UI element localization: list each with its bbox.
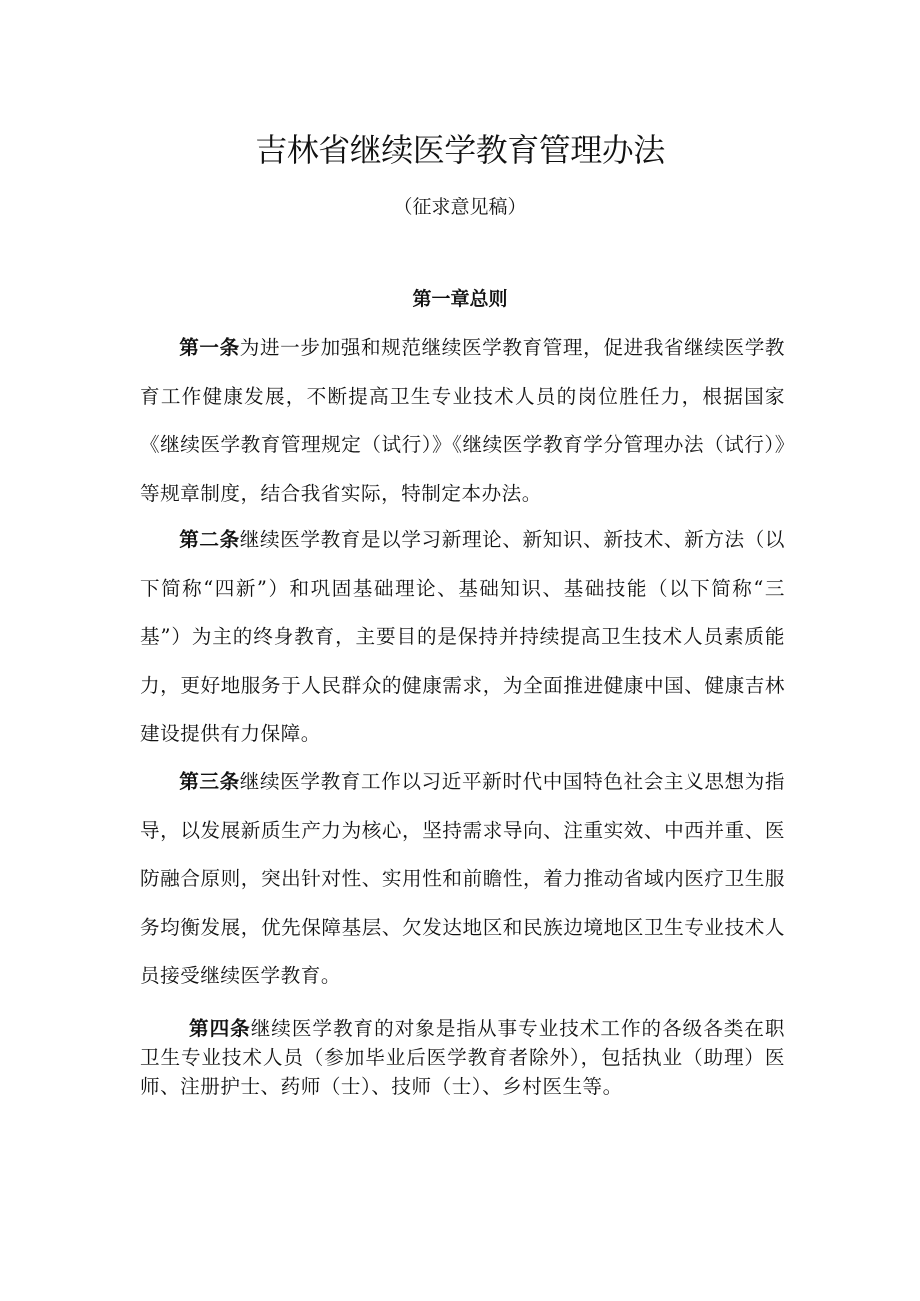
article-text: 为进一步加强和规范继续医学教育管理，促进我省继续医学教育工作健康发展，不断提高卫生专业技术人员的岗位胜任力，根据国家《继续医学教育管理规定（试行）》《继续医学教育学分管理办法（试行）》等规章制度，结合我省实际，特制定本办法。 [140,336,786,505]
article-label: 第二条 [179,528,240,551]
chapter-heading: 第一章总则 [412,288,508,310]
article-3 [140,758,785,1001]
article-text: 继续医学教育的对象是指从事专业技术工作的各级各类在职卫生专业技术人员（参加毕业后医学教育者除外），包括执业（助理）医师、注册护士、药师（士）、技师（士）、乡村医生等。 [140,1017,786,1098]
article-1 [140,324,785,518]
article-2 [140,516,785,759]
article-label: 第一条 [179,336,240,359]
article-label: 第四条 [189,1017,251,1040]
article-4 [140,1014,785,1101]
article-text: 继续医学教育工作以习近平新时代中国特色社会主义思想为指导，以发展新质生产力为核心，坚持需求导向、注重实效、中西并重、医防融合原则，突出针对性、实用性和前瞻性，着力推动省域内医疗卫生服务均衡发展，优先保障基层、欠发达地区和民族边境地区卫生专业技术人员接受继续医学教育。 [140,770,786,987]
article-label: 第三条 [179,770,240,793]
document-subtitle: （征求意见稿） [393,196,527,218]
document-title: 吉林省继续医学教育管理办法 [255,131,665,169]
article-text: 继续医学教育是以学习新理论、新知识、新技术、新方法（以下简称“四新”）和巩固基础理论、基础知识、基础技能（以下简称“三基”）为主的终身教育，主要目的是保持并持续提高卫生技术人员素质能力，更好地服务于人民群众的健康需求，为全面推进健康中国、健康吉林建设提供有力保障。 [140,528,786,745]
